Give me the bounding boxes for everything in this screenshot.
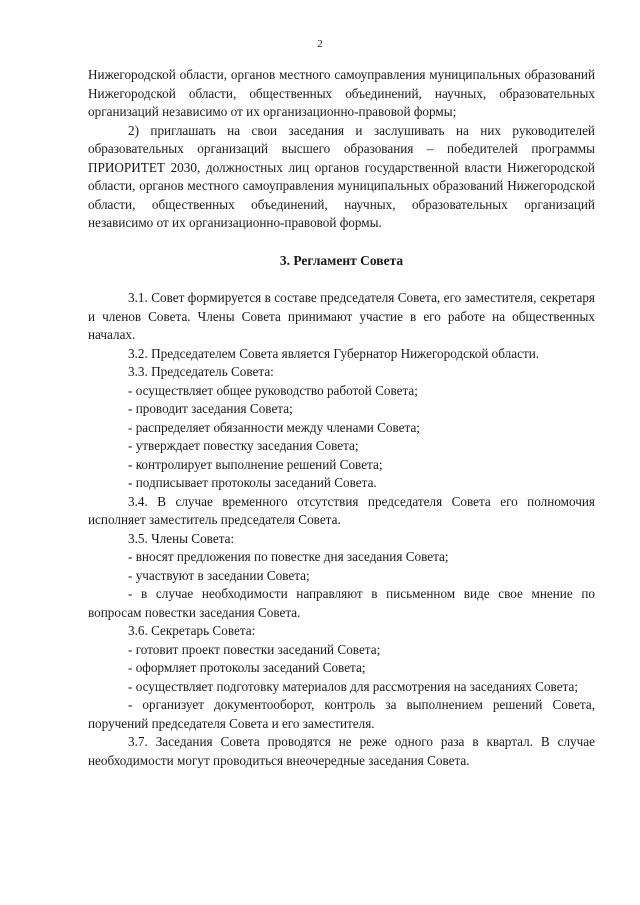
page-number: 2: [317, 38, 323, 50]
list-item: - организует документооборот, контроль за выполнением решений Совета, поручений председателя Совета и его заместителя.: [88, 697, 595, 731]
section-heading: 3. Регламент Совета: [279, 252, 404, 268]
list-item: - готовит проект повестки заседаний Совета;: [128, 641, 381, 657]
clause-3-7: 3.7. Заседания Совета проводятся не реже одного раза в квартал. В случае необходимости могут проводиться внеочередные заседания Совета.: [88, 734, 595, 768]
list-item: - подписывает протоколы заседаний Совета.: [128, 475, 377, 490]
list-item: - вносят предложения по повестке дня заседания Совета;: [128, 549, 449, 564]
list-item: - осуществляет подготовку материалов для рассмотрения на заседаниях Совета;: [128, 678, 579, 694]
clause-3-6: 3.6. Секретарь Совета:: [128, 623, 256, 638]
list-item: - в случае необходимости направляют в письменном виде свое мнение по вопросам повестки заседания Совета.: [88, 586, 595, 620]
intro-block: [88, 66, 595, 233]
list-item: - проводит заседания Совета;: [128, 401, 293, 416]
clause-3-5: 3.5. Члены Совета:: [128, 530, 235, 546]
list-item: - распределяет обязанности между членами Совета;: [128, 419, 420, 435]
paragraph-item-2: 2) приглашать на свои заседания и заслушивать на них руководителей образовательных организаций высшего образования – победителей программы ПРИОРИТЕТ 2030, должностных лиц органов государственной власти Нижегородской области, органов местного самоуправления муниципальных образований Нижегородской области, общественных объединений, научных, образовательных организаций независимо от их организационно-правовой формы.: [88, 122, 595, 230]
list-item: - утверждает повестку заседания Совета;: [128, 438, 359, 453]
list-item: - контролирует выполнение решений Совета;: [128, 456, 383, 472]
list-item: - оформляет протоколы заседаний Совета;: [128, 660, 366, 675]
section-body: [88, 289, 595, 770]
clause-3-3: 3.3. Председатель Совета:: [128, 364, 274, 379]
list-item: - участвуют в заседании Совета;: [128, 567, 310, 583]
clause-3-4: 3.4. В случае временного отсутствия председателя Совета его полномочия исполняет заместитель председателя Совета.: [88, 493, 595, 527]
clause-3-2: 3.2. Председателем Совета является Губернатор Нижегородской области.: [128, 345, 540, 361]
clause-3-1: 3.1. Совет формируется в составе председателя Совета, его заместителя, секретаря и членов Совета. Члены Совета принимают участие в его работе на общественных началах.: [88, 290, 595, 342]
paragraph-continuation: Нижегородской области, органов местного самоуправления муниципальных образований Нижегородской области, общественных объединений, научных, образовательных организаций независимо от их организационно-правовой формы;: [88, 67, 595, 119]
list-item: - осуществляет общее руководство работой Совета;: [128, 382, 418, 398]
document-content: [88, 66, 595, 770]
